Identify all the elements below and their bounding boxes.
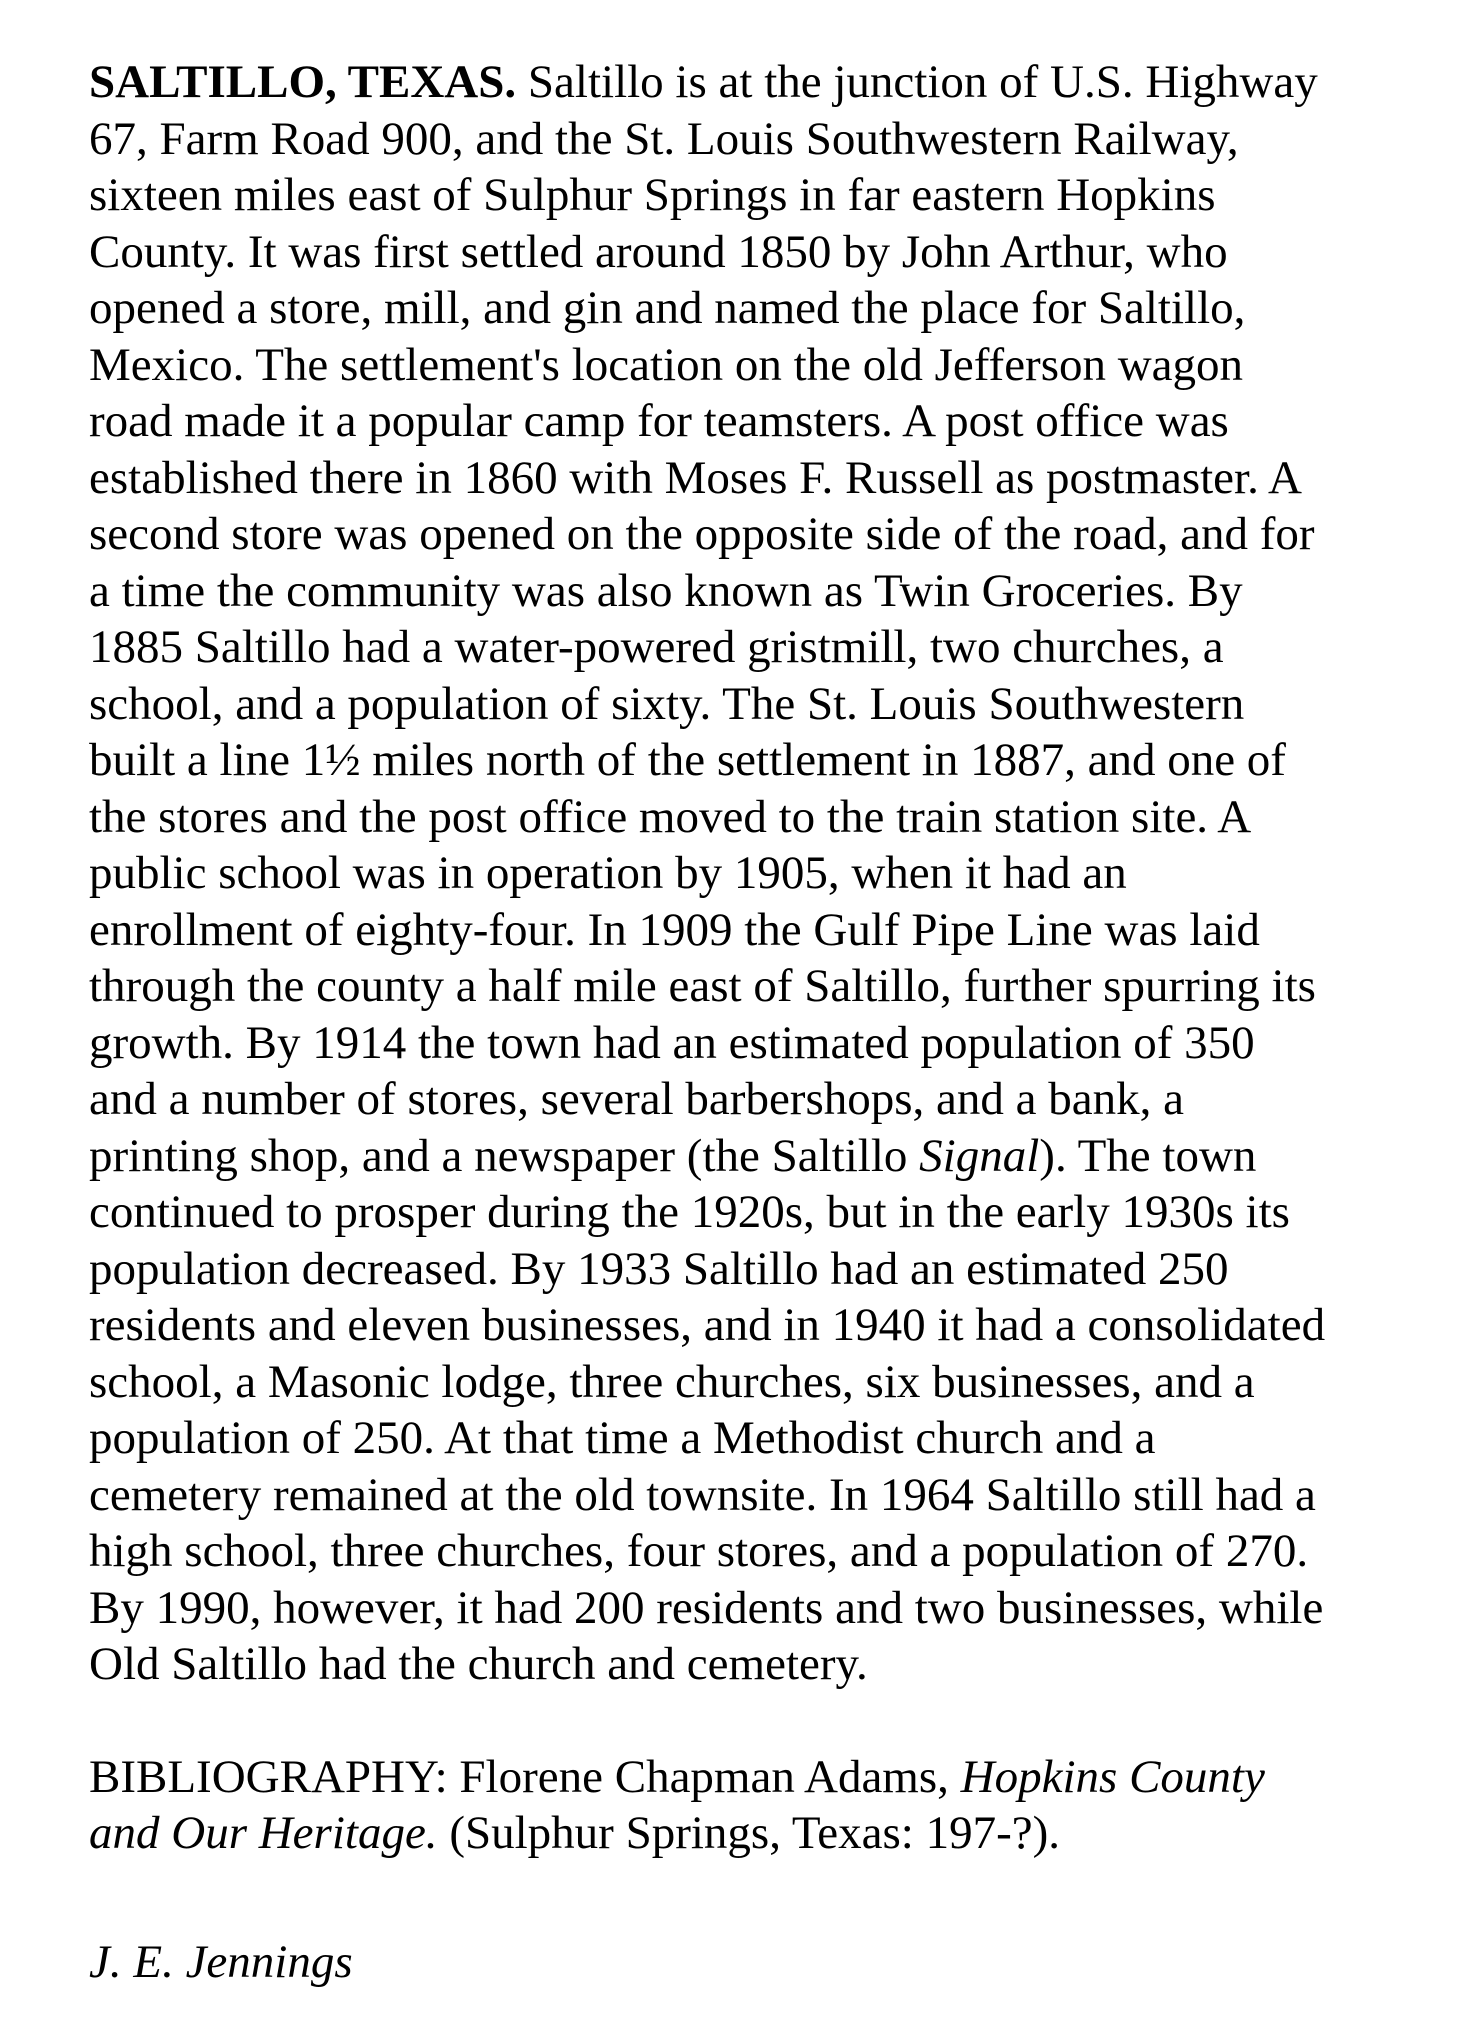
bibliography-title-part1: Hopkins County [960, 1750, 1265, 1803]
signal-line-before: printing shop, and a newspaper (the Saltillo [89, 1129, 920, 1182]
bibliography-title-part2: and Our Heritage. [89, 1807, 438, 1859]
article-signal-line [89, 1128, 1419, 1185]
bibliography-line-2 [89, 1805, 1419, 1862]
article-line: high school, three churches, four stores, and a population of 270. [89, 1525, 1309, 1577]
article-line: 67, Farm Road 900, and the St. Louis Southwestern Railway, [89, 112, 1239, 165]
article-line: through the county a half mile east of Saltillo, further spurring its [89, 960, 1316, 1012]
article-line: continued to prosper during the 1920s, but in the early 1930s its [89, 1186, 1290, 1238]
article-first-line [89, 54, 1419, 111]
article-body [89, 54, 1419, 1693]
article-line: opened a store, mill, and gin and named the place for Saltillo, [89, 282, 1246, 334]
newspaper-title: Signal [919, 1129, 1040, 1182]
article-line: school, and a population of sixty. The St. Louis Southwestern [89, 677, 1245, 730]
article-line: second store was opened on the opposite side of the road, and for [89, 508, 1315, 560]
bibliography-citation: (Sulphur Springs, Texas: 197-?). [437, 1807, 1061, 1859]
article-line: cemetery remained at the old townsite. In 1964 Saltillo still had a [89, 1468, 1316, 1521]
article-heading: SALTILLO, TEXAS. [89, 56, 517, 108]
article-line: school, a Masonic lodge, three churches, six businesses, and a [89, 1355, 1255, 1408]
article-line: Mexico. The settlement's location on the old Jefferson wagon [89, 338, 1244, 391]
article-line: population decreased. By 1933 Saltillo had an estimated 250 [89, 1242, 1229, 1295]
bibliography-label: BIBLIOGRAPHY: Florene Chapman Adams, [89, 1750, 961, 1803]
article-line: By 1990, however, it had 200 residents and two businesses, while [89, 1581, 1324, 1634]
article-line: built a line 1½ miles north of the settlement in 1887, and one of [89, 734, 1286, 786]
article-line: a time the community was also known as Twin Groceries. By [89, 564, 1243, 617]
article-line: established there in 1860 with Moses F. Russell as postmaster. A [89, 451, 1302, 504]
article-line: County. It was first settled around 1850 by John Arthur, who [89, 225, 1228, 278]
article-first-line-text: Saltillo is at the junction of U.S. Highway [516, 56, 1318, 108]
article-lines-part-2 [89, 1184, 1419, 1693]
article-lines-part-1 [89, 111, 1419, 1128]
article-line: road made it a popular camp for teamsters. A post office was [89, 395, 1229, 447]
article-line: growth. By 1914 the town had an estimated population of 350 [89, 1016, 1255, 1069]
article-line: 1885 Saltillo had a water-powered gristmill, two churches, a [89, 621, 1224, 673]
bibliography [89, 1749, 1419, 1862]
article-line: residents and eleven businesses, and in 1940 it had a consolidated [89, 1299, 1326, 1351]
article-line: the stores and the post office moved to the train station site. A [89, 790, 1252, 843]
signal-line-after: ). The town [1039, 1129, 1257, 1182]
bibliography-line-1 [89, 1749, 1419, 1806]
author-name: J. E. Jennings [89, 1935, 353, 1988]
article-line: Old Saltillo had the church and cemetery. [89, 1638, 868, 1690]
article-line: and a number of stores, several barbershops, and a bank, a [89, 1073, 1184, 1125]
article-page [89, 54, 1419, 1990]
article-line: enrollment of eighty-four. In 1909 the Gulf Pipe Line was laid [89, 903, 1260, 956]
article-line: public school was in operation by 1905, when it had an [89, 847, 1127, 899]
article-line: sixteen miles east of Sulphur Springs in far eastern Hopkins [89, 169, 1216, 221]
article-line: population of 250. At that time a Methodist church and a [89, 1412, 1156, 1464]
